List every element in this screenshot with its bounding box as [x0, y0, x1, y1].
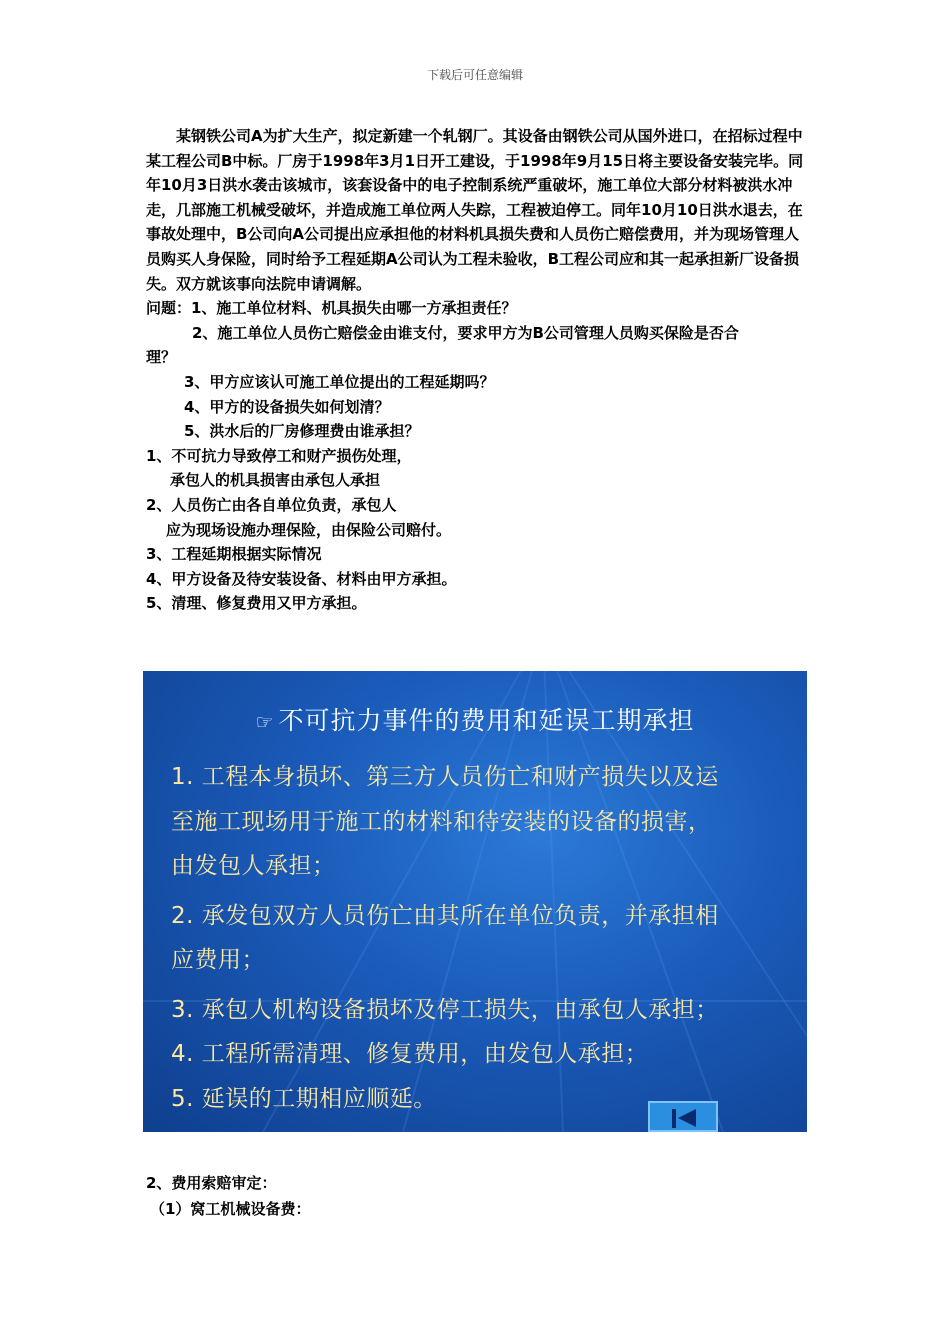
slide-item-1-line-3: 由发包人承担；	[171, 853, 336, 879]
question-2-line-2: 理？	[146, 348, 177, 367]
slide-item-1-line-2: 至施工现场用于施工的材料和待安装的设备的损害，	[171, 808, 712, 835]
answer-3: 3、工程延期根据实际情况	[146, 545, 322, 564]
skip-back-icon-bar	[672, 1109, 676, 1128]
slide-title-text: 不可抗力事件的费用和延误工期承担	[278, 706, 695, 735]
question-1: 问题：1、施工单位材料、机具损失由哪一方承担责任？	[146, 299, 517, 318]
question-4: 4、甲方的设备损失如何划清？	[184, 397, 390, 416]
section-text	[146, 1170, 814, 1222]
slide-item-2-line-2: 应费用；	[171, 947, 265, 973]
question-2-line-1: 2、施工单位人员伤亡赔偿金由谁支付，要求甲方为B公司管理人员购买保险是否合	[192, 323, 739, 342]
question-3: 3、甲方应该认可施工单位提出的工程延期吗？	[184, 372, 495, 391]
slide-item-2-line-1: 2. 承发包双方人员伤亡由其所在单位负责，并承担相	[171, 902, 719, 929]
answer-1-detail: 承包人的机具损害由承包人承担	[170, 471, 381, 490]
page-header: 下载后可任意编辑	[426, 68, 523, 82]
document-body	[146, 124, 814, 616]
slide-title	[143, 701, 807, 737]
answer-4: 4、甲方设备及待安装设备、材料由甲方承担。	[146, 569, 457, 588]
skip-back-icon	[678, 1109, 696, 1127]
slide-image	[143, 671, 807, 1132]
section-heading: 2、费用索赔审定：	[146, 1174, 277, 1192]
slide-list	[171, 755, 791, 1121]
slide-item-5: 5. 延误的工期相应顺延。	[171, 1085, 437, 1112]
intro-paragraph: 某钢铁公司A为扩大生产，拟定新建一个轧钢厂。其设备由钢铁公司从国外进口，在招标过程中某工程公司B中标。厂房于1998年3月1日开工建设，于1998年9月15日将主要设备安装完毕。同年10月3日洪水袭击该城市，该套设备中的电子控制系统严重破坏，施工单位大部分材料被洪水冲走，几部施工机械受破坏，并造成施工单位两人失踪，工程被迫停工。同年10月10日洪水退去，在事故处理中，B公司向A公司提出应承担他的材料机具损失费和人员伤亡赔偿费用，并为现场管理人员购买人身保险，同时给予工程延期A公司认为工程未验收，B工程公司应和其一起承担新厂设备损失。双方就该事向法院申请调解。	[146, 127, 804, 293]
slide-item-1-line-1: 1. 工程本身损坏、第三方人员伤亡和财产损失以及运	[171, 764, 719, 790]
answer-5: 5、清理、修复费用又甲方承担。	[146, 594, 367, 613]
answer-2-detail: 应为现场设施办理保险，由保险公司赔付。	[166, 520, 452, 539]
answer-1: 1、不可抗力导致停工和财产损伤处理，	[146, 446, 412, 465]
answer-2: 2、人员伤亡由各自单位负责，承包人	[146, 495, 397, 514]
question-5: 5、洪水后的厂房修理费由谁承担？	[184, 422, 420, 441]
pointing-hand-icon: ☞	[255, 710, 275, 734]
section-subheading: （1）窝工机械设备费：	[150, 1200, 311, 1218]
slide-item-3: 3. 承包人机构设备损坏及停工损失，由承包人承担；	[171, 996, 719, 1023]
slide-item-4: 4. 工程所需清理、修复费用，由发包人承担；	[171, 1041, 649, 1067]
back-to-start-button[interactable]	[648, 1101, 718, 1132]
